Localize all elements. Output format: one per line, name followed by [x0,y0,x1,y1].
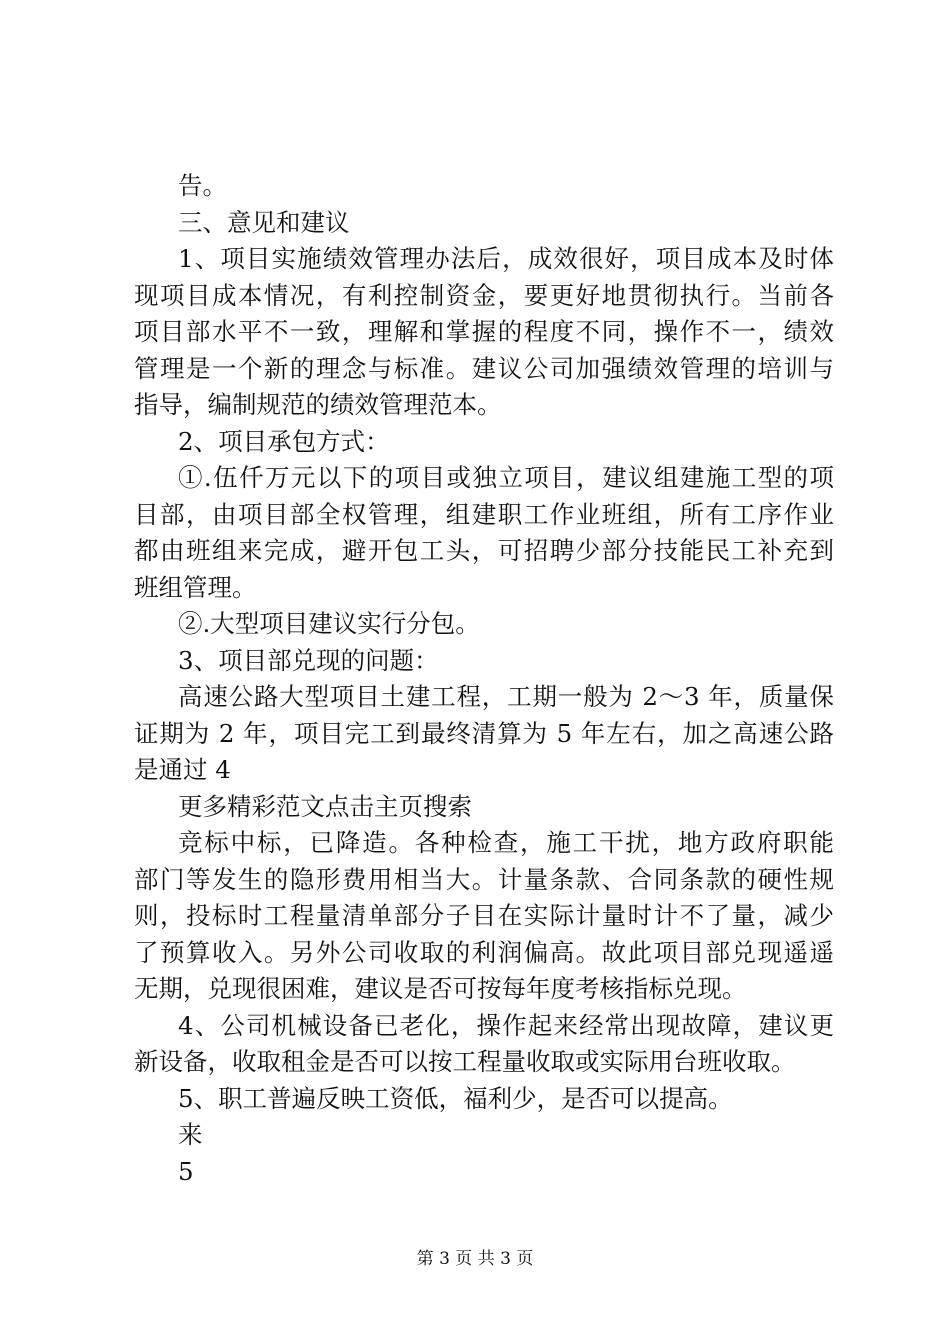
paragraph-line: 则，投标时工程量清单部分子目在实际计量时计不了量，减少 [134,901,834,930]
paragraph-line: 5 [178,1156,194,1186]
paragraph-line: 无期，兑现很困难，建议是否可按每年度考核指标兑现。 [134,974,747,1003]
paragraph-line: 高速公路大型项目土建工程，工期一般为 2～3 年，质量保 [178,682,834,711]
paragraph-line: 3、项目部兑现的问题： [178,645,439,675]
paragraph-line: 告。 [178,171,227,200]
paragraph-line: 1、项目实施绩效管理办法后，成效很好，项目成本及时体 [178,244,834,273]
paragraph-line: 指导，编制规范的绩效管理范本。 [134,390,502,419]
document-body [134,168,834,1190]
paragraph-line: 4、公司机械设备已老化，操作起来经常出现故障，建议更 [178,1010,834,1040]
paragraph-line: 新设备，收取租金是否可以按工程量收取或实际用台班收取。 [134,1047,796,1076]
paragraph-line: ①.伍仟万元以下的项目或独立项目，建议组建施工型的项 [178,463,834,492]
paragraph-line: 都由班组来完成，避开包工头，可招聘少部分技能民工补充到 [134,536,834,565]
paragraph-line: 证期为 2 年，项目完工到最终清算为 5 年左右，加之高速公路 [134,718,834,748]
paragraph-line: 班组管理。 [134,572,257,602]
paragraph-line: 竞标中标，已降造。各种检查，施工干扰，地方政府职能 [178,828,834,857]
paragraph-line: 项目部水平不一致，理解和掌握的程度不同，操作不一，绩效 [134,317,834,346]
paragraph-line: 5、职工普遍反映工资低，福利少，是否可以提高。 [178,1083,733,1113]
paragraph-line: 2、项目承包方式： [178,426,390,456]
page-footer: 第 3 页 共 3 页 [416,1249,534,1269]
paragraph-line: ②.大型项目建议实行分包。 [178,609,480,638]
paragraph-line: 三、意见和建议 [178,207,350,237]
paragraph-line: 部门等发生的隐形费用相当大。计量条款、合同条款的硬性规 [134,864,834,894]
paragraph-line: 更多精彩范文点击主页搜索 [178,791,472,821]
paragraph-line: 是通过 4 [134,755,231,784]
paragraph-line: 管理是一个新的理念与标准。建议公司加强绩效管理的培训与 [134,353,834,383]
paragraph-line: 来 [178,1120,203,1149]
paragraph-line: 现项目成本情况，有利控制资金，要更好地贯彻执行。当前各 [134,280,834,310]
paragraph-line: 了预算收入。另外公司收取的利润偏高。故此项目部兑现遥遥 [134,937,834,967]
paragraph-line: 目部，由项目部全权管理，组建职工作业班组，所有工序作业 [134,499,834,529]
